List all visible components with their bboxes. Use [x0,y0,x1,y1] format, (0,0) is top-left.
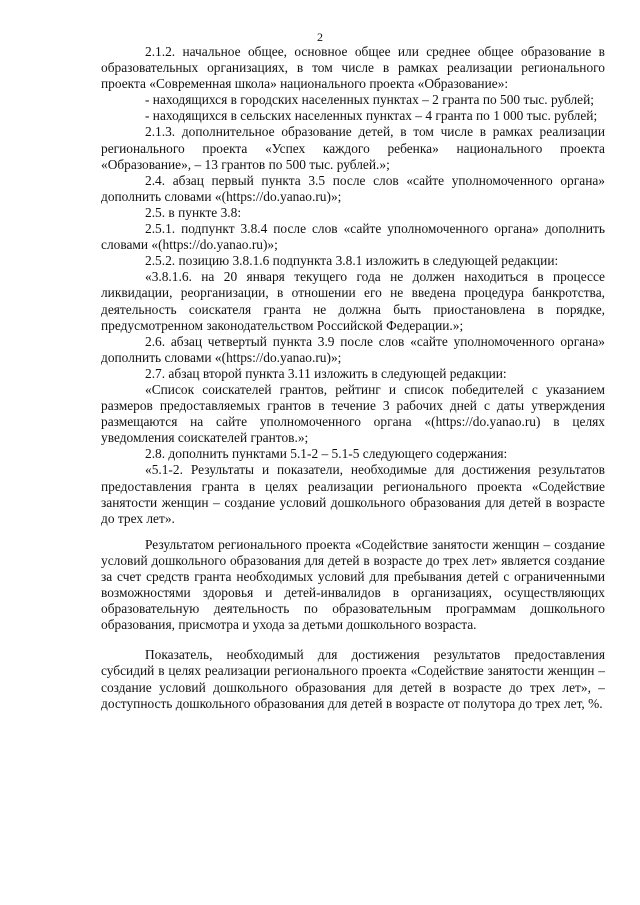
paragraph-rural-grants: - находящихся в сельских населенных пунктах – 4 гранта по 1 000 тыс. рублей; [145,108,598,124]
page-number: 2 [317,30,323,44]
paragraph-2-5-2: 2.5.2. позицию 3.8.1.6 подпункта 3.8.1 изложить в следующей редакции: [145,253,559,269]
document-body [101,44,605,712]
paragraph-2-6: 2.6. абзац четвертый пункта 3.9 после слов «сайте уполномоченного органа» дополнить словами «(https://do.yanao.ru)»; [101,333,605,365]
paragraph-2-5: 2.5. в пункте 3.8: [145,204,242,220]
paragraph-urban-grants: - находящихся в городских населенных пунктах – 2 гранта по 500 тыс. рублей; [145,92,594,108]
paragraph-grant-list: «Список соискателей грантов, рейтинг и список победителей с указанием размеров предоставляемых грантов в течение 3 рабочих дней с даты утверждения размещаются на сайте уполномоченного органа «(https://do.yanao.ru) в целях уведомления соискателей грантов.»; [101,381,605,446]
paragraph-3-8-1-6: «3.8.1.6. на 20 января текущего года не должен находиться в процессе ликвидации, реорганизации, в отношении его не введена процедура банкротства, деятельность соискателя гранта не должна быть приостановлена в порядке, предусмотренном законодательством Российской Федерации.»; [101,269,605,333]
paragraph-2-1-3: 2.1.3. дополнительное образование детей, в том числе в рамках реализации регионального проекта «Успех каждого ребенка» национального проекта «Образование», – 13 грантов по 500 тыс. рублей.»; [101,124,605,172]
paragraph-2-5-1: 2.5.1. подпункт 3.8.4 после слов «сайте уполномоченного органа» дополнить словами «(https://do.yanao.ru)»; [101,221,605,253]
paragraph-5-1-2: «5.1-2. Результаты и показатели, необходимые для достижения результатов предоставления гранта в целях реализации регионального проекта «Содействие занятости женщин – создание условий дошкольного образования для детей в возрасте до трех лет». [101,462,605,526]
paragraph-project-result: Результатом регионального проекта «Содействие занятости женщин – создание условий дошкольного образования для детей в возрасте до трех лет» является создание за счет средств гранта необходимых условий для пребывания детей с ограниченными возможностями здоровья и детей-инвалидов в организациях, осуществляющих образовательную деятельность по образовательным программам дошкольного образования, присмотра и ухода за детьми дошкольного возраста. [101,536,605,633]
paragraph-2-1-2: 2.1.2. начальное общее, основное общее или среднее общее образование в образовательных организациях, в том числе в рамках реализации регионального проекта «Современная школа» национального проекта «Образование»: [101,44,605,92]
paragraph-2-8: 2.8. дополнить пунктами 5.1-2 – 5.1-5 следующего содержания: [145,446,508,462]
paragraph-2-7: 2.7. абзац второй пункта 3.11 изложить в следующей редакции: [145,365,507,381]
paragraph-2-4: 2.4. абзац первый пункта 3.5 после слов «сайте уполномоченного органа» дополнить словами «(https://do.yanao.ru)»; [101,172,605,204]
paragraph-indicator: Показатель, необходимый для достижения результатов предоставления субсидий в целях реализации регионального проекта «Содействие занятости женщин – создание условий дошкольного образования для детей в возрасте до трех лет», – доступность дошкольного образования для детей в возрасте от полутора до трех лет, %. [101,647,605,711]
